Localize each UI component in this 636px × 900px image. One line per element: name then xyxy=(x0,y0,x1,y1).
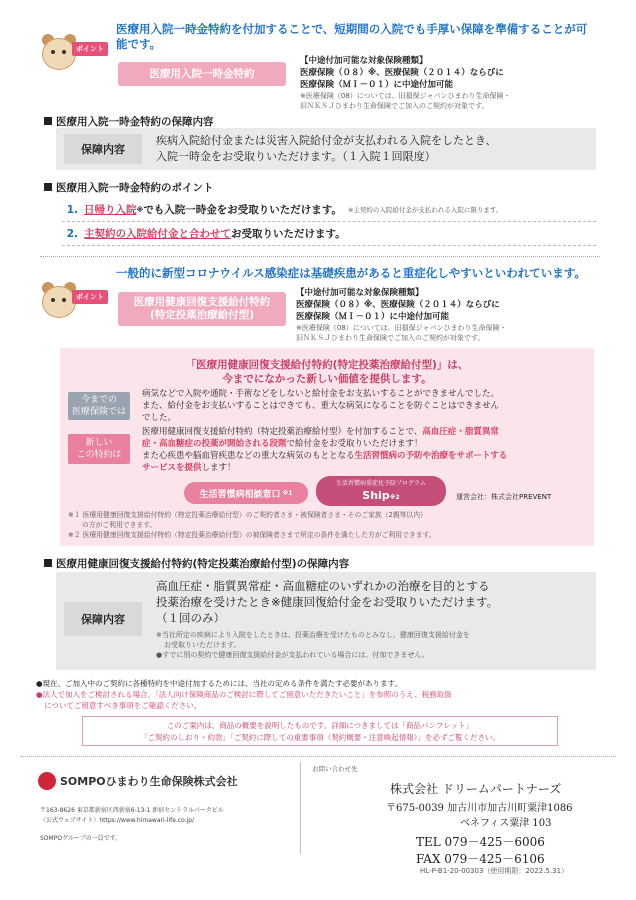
coverage-text: 高血圧症・脂質異常症・高血糖症のいずれかの治療を目的とする xyxy=(156,579,490,593)
coverage-note: ●すでに別の契約で健康回復支援給付金が支払われている場合には、付加できません。 xyxy=(156,651,429,659)
coverage-text: 投薬治療を受けたとき※健康回復給付金をお受取りいただけます。 xyxy=(156,595,499,609)
section-heading: 医療用健康回復支援給付特約(特定投薬治療給付型)の保障内容 xyxy=(44,556,349,571)
divider xyxy=(20,756,616,757)
section-heading: 医療用入院一時金特約の保障内容 xyxy=(44,114,214,129)
company-logo-icon xyxy=(38,772,56,790)
operator-text: 運営会社：株式会社PREVENT xyxy=(456,493,552,501)
new-value-panel xyxy=(60,348,594,546)
panel-title: 「医療用健康回復支援給付特約(特定投薬治療給付型)」は、 今までになかった新しい価値を提供します。 xyxy=(185,359,469,385)
consultation-pill: 生活習慣病相談窓口 ※1 xyxy=(184,482,308,504)
point-tag: ポイント xyxy=(72,42,108,56)
target-policy-info-1: 【中途付加可能な対象保険種類】 医療保険（０８）※、医療保険（２０１４）ならびに 医療保険（ＭＩ－０１）に中途付加可能 ※医療保険（08）については、旧損保ジャパンひまわり生命保険・ 旧ＮＫＳＪひまわり生命保険でご加入のご契約が対象です。 xyxy=(300,56,511,110)
section-heading: 医療用入院一時金特約のポイント xyxy=(44,180,214,195)
point-tag: ポイント xyxy=(72,290,108,304)
coverage-label: 保障内容 xyxy=(64,602,142,636)
contact-label: お問い合わせ先 xyxy=(312,765,358,773)
coverage-text: 疾病入院給付金または災害入院給付金が支払われる入院をしたとき、 xyxy=(156,134,497,147)
vertical-divider xyxy=(300,762,301,854)
coverage-text: （１回のみ） xyxy=(156,611,225,625)
product-label-1: 医療用入院一時金特約 xyxy=(118,62,286,86)
section2-lead: 一般的に新型コロナウイルス感染症は基礎疾患があると重症化しやすいといわれています。 xyxy=(116,266,586,280)
coverage-box-1 xyxy=(56,128,596,170)
panel-notes: ※１ 医療用健康回復支援給付特約（特定投薬治療給付型）のご契約者さま・被保険者さま・そのご家族（2親等以内） の方がご利用できます。 ※２ 医療用健康回復支援給付特約（特定投薬治療給付型）の被保険者さまで所定の条件を満たした方がご利用できます。 xyxy=(68,511,436,539)
new-text: 医療用健康回復支援給付特約（特定投薬治療給付型）を付加することで、高血圧症・脂質異常 症・高血糖症の投薬が開始される段階で給付金をお受取りいただけます！ また心疾患や脳血管疾患などの重大な病気のもととなる生活習慣病の予防や治療をサポートする サービスを提供します！ xyxy=(142,427,508,473)
company-info: 〒163-8626 東京都新宿区西新宿6-13-1 新宿セントラルパークビル 〈公式ウェブサイト〉https://www.himawari-life.co.jp/ SOMPOグループの一員です。 xyxy=(40,807,224,842)
coverage-text: 入院一時金をお受取りいただけます。（１入院１回限度） xyxy=(156,150,436,163)
document-id: HL-P-B1-20-00303（使用期限：2022.5.31） xyxy=(420,867,569,875)
ship-program-pill: 生活習慣病重症化予防プログラム Ship※2 xyxy=(316,476,446,506)
bullet-notes: ●現在、ご加入中のご契約に各種特約を中途付加するためには、当社の定める条件を満たす必要があります。 ●法人で加入をご検討される場合、「法人向け保険商品のご検討に際してご留意いただきたいこと」を参照のうえ、税務取扱 についてご留意すべき事項をご確認ください。 xyxy=(36,679,452,710)
disclaimer-box: このご案内は、商品の概要を説明したものです。詳細につきましては「商品パンフレット」 「ご契約のしおり・約款」「ご契約に際しての重要事項（契約概要・注意喚起情報）」を必ずご覧ください。 xyxy=(82,716,558,746)
new-tag: 新しい この特約は xyxy=(68,434,130,464)
company-name: SOMPOひまわり生命保険株式会社 xyxy=(60,775,238,788)
before-tag: 今までの 医療保険では xyxy=(68,392,130,420)
target-policy-info-2: 【中途付加可能な対象保険種類】 医療保険（０８）※、医療保険（２０１４）ならびに 医療保険（ＭＩ－０１）に中途付加可能 ※医療保険（08）については、旧損保ジャパンひまわり生命保険・ 旧ＮＫＳＪひまわり生命保険でご加入のご契約が対象です。 xyxy=(296,288,507,342)
product-label-2: 医療用健康回復支援給付特約 (特定投薬治療給付型) xyxy=(118,292,286,326)
before-text: 病気などで入院や通院・手術などをしないと給付金をお支払いすることができませんでした。 また、給付金をお支払いすることはできても、重大な病気になることを防ぐことはできません でした。 xyxy=(142,389,500,423)
coverage-box-2 xyxy=(56,572,596,670)
divider xyxy=(40,256,600,257)
coverage-note: ※当社所定の疾病により入院をしたときは、投薬治療を受けたものとみなし、健康回復支援給付金を xyxy=(156,631,470,639)
point-item-2: 2. 主契約の入院給付金と合わせて お受取りいただけます。 xyxy=(62,222,596,246)
coverage-label: 保障内容 xyxy=(64,134,142,164)
section1-lead: 医療用入院一時金特約を付加することで、短期間の入院でも手厚い保障を準備することが可能です。 xyxy=(116,22,588,51)
agent-info: 株式会社 ドリームパートナーズ 〒675-0039 加古川市加古川町粟津1086 ベネフィス粟津 103 TEL 079－425－6006 FAX 079－425－6106 xyxy=(386,782,573,866)
point-item-1: 1. 日帰り入院 ※ でも入院一時金をお受取りいただけます。 ※主契約の入院給付金が支払われる入院に限ります。 xyxy=(62,198,596,222)
coverage-note: お受取りいただけます。 xyxy=(164,641,241,649)
